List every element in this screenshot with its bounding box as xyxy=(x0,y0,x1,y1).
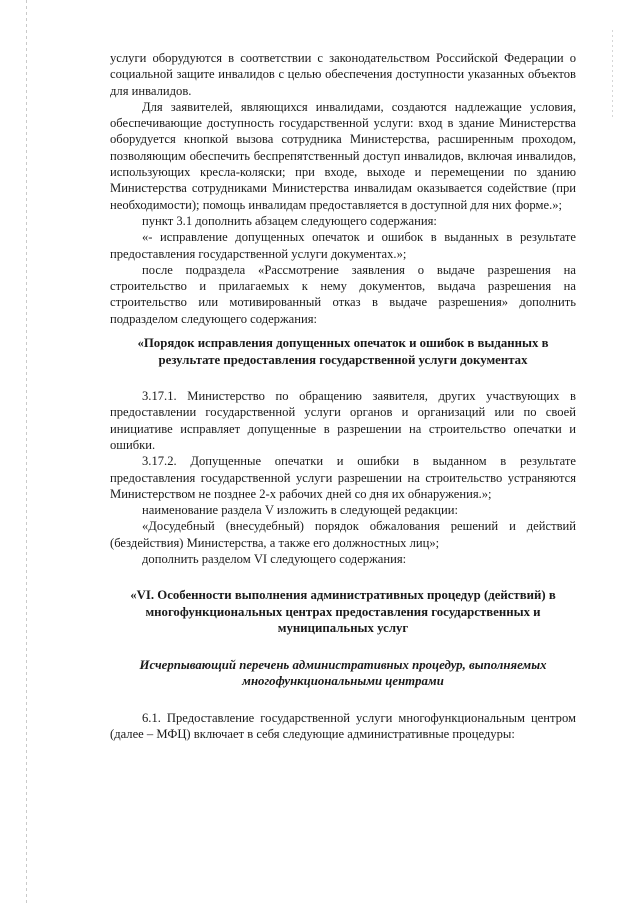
paragraph-3-17-1: 3.17.1. Министерство по обращению заявителя, других участвующих в предоставлении государственной услуги органов и организаций или по своей инициативе исправляет допущенные в разрешении на строительство опечатки и ошибки. xyxy=(110,389,576,452)
paragraph-section-v-name: наименование раздела V изложить в следующей редакции: xyxy=(142,503,458,518)
heading-correction-procedure: «Порядок исправления допущенных опечаток и ошибок в выданных в результате предоставления государственной услуги документах xyxy=(137,336,549,367)
paragraph-after-subsection: после подраздела «Рассмотрение заявления о выдаче разрешения на строительство и прилагаемых к нему документов, выдача разрешения на строительство или мотивированный отказ в выдаче разрешения» дополнить подразделом следующего содержания: xyxy=(110,262,576,326)
paragraph-correction-item: «- исправление допущенных опечаток и ошибок в выданных в результате предоставления государственной услуги документах.»; xyxy=(110,230,576,261)
paragraph-clause-3-1: пункт 3.1 дополнить абзацем следующего содержания: xyxy=(142,213,437,228)
paragraph-add-section-vi: дополнить разделом VI следующего содержания: xyxy=(142,552,407,567)
paragraph-3-17-2: 3.17.2. Допущенные опечатки и ошибки в выданном в результате предоставления государственной услуги разрешении на строительство устраняются Министерством не позднее 2-х рабочих дней со дня их обнаружения.»; xyxy=(110,454,576,501)
document-page xyxy=(110,50,576,742)
paragraph-accessibility-equipment: услуги оборудуются в соответствии с законодательством Российской Федерации о социальной защите инвалидов с целью обеспечения доступности указанных объектов для инвалидов. xyxy=(110,51,576,98)
scan-edge-left xyxy=(26,0,27,905)
paragraph-pretrial-appeal: «Досудебный (внесудебный) порядок обжалования решений и действий (бездействия) Министерства, а также его должностных лиц»; xyxy=(110,519,576,550)
heading-procedures-list: Исчерпывающий перечень административных процедур, выполняемых многофункциональными центрами xyxy=(139,657,547,689)
paragraph-6-1: 6.1. Предоставление государственной услуги многофункциональным центром (далее – МФЦ) включает в себя следующие административные процедуры: xyxy=(110,710,576,742)
heading-section-vi: «VI. Особенности выполнения административных процедур (действий) в многофункциональных центрах предоставления государственных и муниципальных услуг xyxy=(130,588,556,636)
scan-edge-right xyxy=(612,30,613,120)
paragraph-disabled-applicants: Для заявителей, являющихся инвалидами, создаются надлежащие условия, обеспечивающие доступность государственной услуги: вход в здание Министерства оборудуется кнопкой вызова сотрудника Министерства, расширенным проходом, позволяющим обеспечить беспрепятственный доступ инвалидов, включая инвалидов, использующих кресла-коляски; при входе, выходе и перемещении по зданию Министерства сотрудниками Министерства инвалидам оказывается содействие (при необходимости); помощь инвалидам предоставляется в доступной для них форме.»; xyxy=(110,99,576,212)
